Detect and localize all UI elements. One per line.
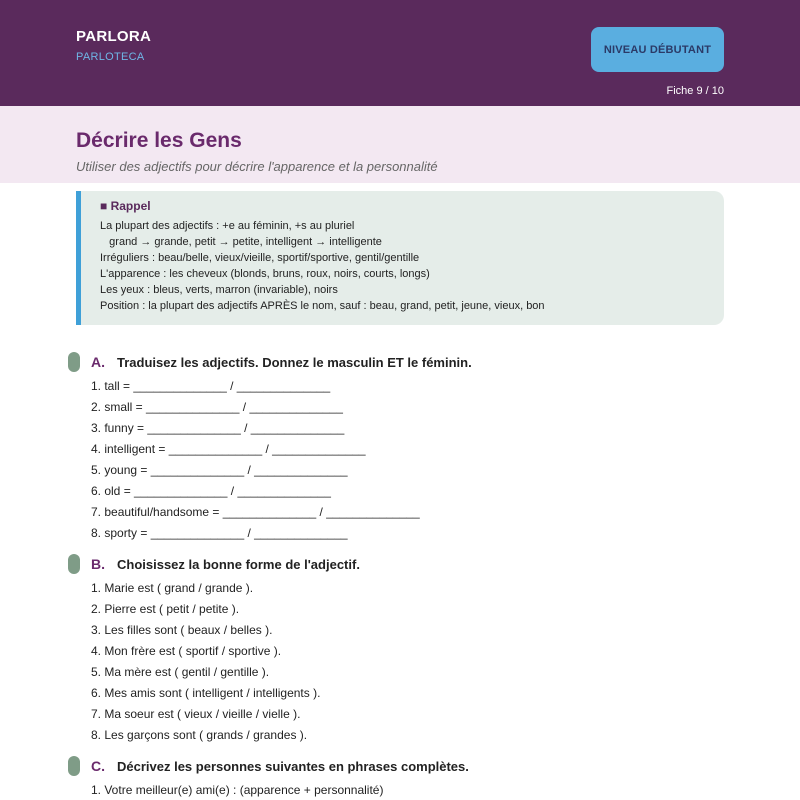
exercise-item: 2. small = ______________ / ______________	[91, 400, 343, 414]
rappel-line: Position : la plupart des adjectifs APRÈS le nom, sauf : beau, grand, petit, jeune, vieux, bon	[100, 300, 545, 312]
rappel-line: grand → grande, petit → petite, intelligent → intelligente	[100, 236, 382, 248]
rappel-line: Les yeux : bleus, verts, marron (invariable), noirs	[100, 284, 338, 296]
exercise-item: 7. beautiful/handsome = ______________ / ______________	[91, 505, 420, 519]
section-c-letter: C.	[91, 758, 105, 774]
rappel-line: L'apparence : les cheveux (blonds, bruns, roux, noirs, courts, longs)	[100, 268, 430, 280]
exercise-item: 3. funny = ______________ / ______________	[91, 421, 345, 435]
section-b-title: Choisissez la bonne forme de l'adjectif.	[117, 557, 360, 572]
exercise-item: 8. Les garçons sont ( grands / grandes ).	[91, 728, 308, 742]
brand-name: PARLORA	[76, 28, 152, 45]
exercise-item: 5. young = ______________ / ______________	[91, 463, 348, 477]
page-subtitle: Utiliser des adjectifs pour décrire l'apparence et la personnalité	[76, 159, 438, 174]
exercise-item: 4. intelligent = ______________ / ______________	[91, 442, 366, 456]
rappel-title: ■ Rappel	[100, 199, 151, 213]
section-b-letter: B.	[91, 556, 105, 572]
section-b-marker	[68, 554, 80, 574]
exercise-item: 1. tall = ______________ / ______________	[91, 379, 331, 393]
exercise-item: 1. Marie est ( grand / grande ).	[91, 581, 254, 595]
exercise-item: 5. Ma mère est ( gentil / gentille ).	[91, 665, 270, 679]
sheet-number: Fiche 9 / 10	[666, 85, 724, 97]
rappel-line: Irréguliers : beau/belle, vieux/vieille, sportif/sportive, gentil/gentille	[100, 252, 420, 264]
page-title: Décrire les Gens	[76, 129, 242, 152]
exercise-item: 2. Pierre est ( petit / petite ).	[91, 602, 240, 616]
exercise-item: 1. Votre meilleur(e) ami(e) : (apparence + personnalité)	[91, 783, 384, 797]
rappel-box	[76, 191, 724, 325]
section-a-marker	[68, 352, 80, 372]
exercise-item: 6. Mes amis sont ( intelligent / intelligents ).	[91, 686, 321, 700]
section-a-letter: A.	[91, 354, 105, 370]
section-c-marker	[68, 756, 80, 776]
exercise-item: 3. Les filles sont ( beaux / belles ).	[91, 623, 273, 637]
level-badge: NIVEAU DÉBUTANT	[591, 27, 724, 72]
rappel-line: La plupart des adjectifs : +e au féminin, +s au pluriel	[100, 220, 355, 232]
exercise-item: 7. Ma soeur est ( vieux / vieille / vielle ).	[91, 707, 301, 721]
exercise-item: 6. old = ______________ / ______________	[91, 484, 331, 498]
exercise-item: 4. Mon frère est ( sportif / sportive ).	[91, 644, 282, 658]
section-a-title: Traduisez les adjectifs. Donnez le masculin ET le féminin.	[117, 355, 472, 370]
brand-subtitle: PARLOTECA	[76, 51, 145, 63]
exercise-item: 8. sporty = ______________ / ______________	[91, 526, 348, 540]
section-c-title: Décrivez les personnes suivantes en phrases complètes.	[117, 759, 469, 774]
